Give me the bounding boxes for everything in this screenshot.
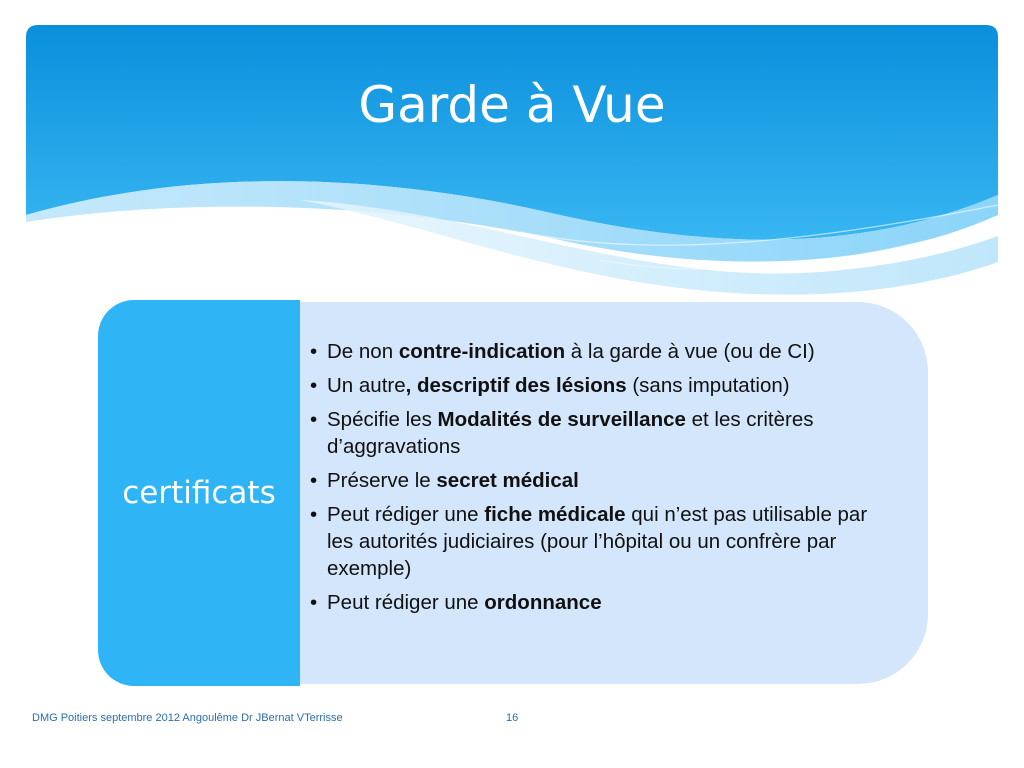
bullet-icon: • (310, 503, 318, 526)
list-item: • Peut rédiger une ordonnance (310, 591, 602, 614)
page-number: 16 (506, 712, 519, 724)
list-item: • Spécifie les Modalités de surveillance et les critères d’aggravations (310, 408, 814, 458)
content-panel (300, 302, 928, 684)
list-item: • Peut rédiger une fiche médicale qui n’est pas utilisable par les autorités judiciaires (pour l’hôpital ou un confrère par exemple) (310, 503, 868, 580)
slide-title: Garde à Vue (358, 76, 666, 134)
wave-background-graphic (0, 0, 1024, 300)
category-label: certificats (122, 475, 276, 511)
bullet-icon: • (310, 469, 318, 492)
list-item: • Préserve le secret médical (310, 469, 579, 492)
list-item: • Un autre, descriptif des lésions (sans imputation) (310, 374, 790, 397)
category-label-box (98, 300, 300, 686)
bullet-icon: • (310, 591, 318, 614)
footer-text: DMG Poitiers septembre 2012 Angoulême Dr JBernat VTerrisse (32, 712, 343, 724)
header-banner (0, 0, 1024, 300)
bullet-list (310, 338, 888, 616)
list-item: • De non contre-indication à la garde à vue (ou de CI) (310, 340, 815, 363)
bullet-icon: • (310, 374, 318, 397)
bullet-icon: • (310, 408, 318, 431)
bullet-icon: • (310, 340, 318, 363)
